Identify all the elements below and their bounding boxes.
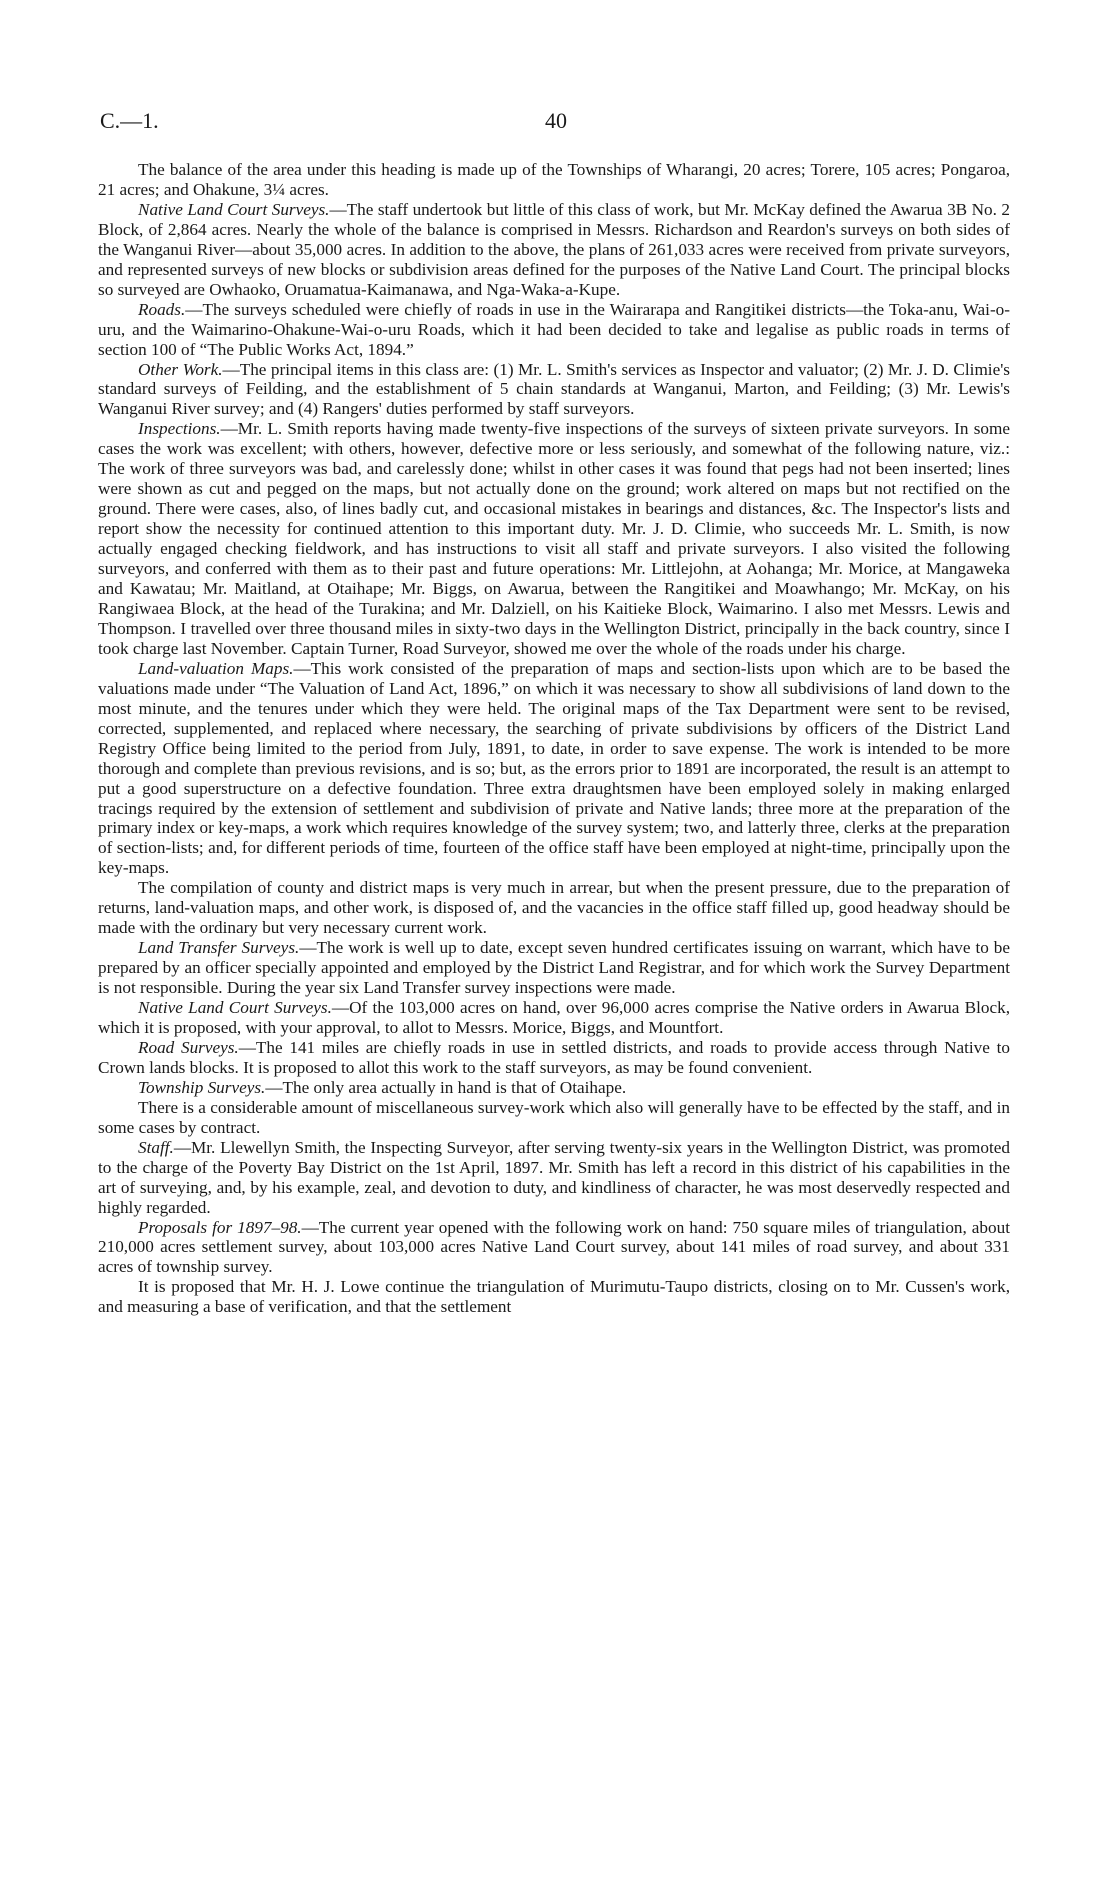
paragraph-land-valuation-maps — [98, 659, 1010, 878]
paragraph-roads — [98, 300, 1010, 360]
paragraph-text: It is proposed that Mr. H. J. Lowe continue the triangulation of Murimutu-Taupo districts, closing on to Mr. Cussen's work, and measuring a base of verification, and that the settlement — [98, 1277, 1010, 1317]
section-heading: Land-valuation Maps. — [138, 658, 294, 678]
paragraph-townships — [98, 160, 1010, 200]
section-heading: Proposals for 1897–98. — [138, 1217, 302, 1237]
section-heading: Township Surveys. — [138, 1077, 266, 1097]
paragraph-land-transfer-surveys — [98, 938, 1010, 998]
paragraph-other-work — [98, 360, 1010, 420]
paragraph-text: —Mr. L. Smith reports having made twenty-five inspections of the surveys of sixteen private surveyors. In some cases the work was excellent; with others, however, defective more or less seriously, and somewhat of the following nature, viz.: The work of three surveyors was bad, and carelessly done; whilst in other cases it was found that pegs had not been inserted; lines were shown as cut and pegged on the maps, but not actually done on the ground; work altered on maps but not rectified on the ground. There were cases, also, of lines badly cut, and occasional mistakes in bearings and distances, &c. The Inspector's lists and report show the necessity for continued attention to this important duty. Mr. J. D. Climie, who succeeds Mr. L. Smith, is now actually engaged checking fieldwork, and has instructions to visit all staff and private surveyors. I also visited the following surveyors, and conferred with them as to their past and future operations: Mr. Littlejohn, at Aohanga; Mr. Morice, at Mangaweka and Kawatau; Mr. Maitland, at Otaihape; Mr. Biggs, on Awarua, between the Rangitikei and Moawhango; Mr. McKay, on his Rangiwaea Block, at the head of the Turakina; and Mr. Dalziell, on his Kaitieke Block, Waimarino. I also met Messrs. Lewis and Thompson. I travelled over three thousand miles in sixty-two days in the Wellington District, principally in the back country, since I took charge last November. Captain Turner, Road Surveyor, showed me over the whole of the roads under his charge. — [98, 419, 1010, 658]
paragraph-inspections — [98, 419, 1010, 658]
paragraph-miscellaneous — [98, 1098, 1010, 1138]
section-heading: Native Land Court Surveys. — [138, 998, 332, 1018]
paragraph-native-land-court-surveys-2 — [98, 998, 1010, 1038]
document-reference: C.—1. — [100, 108, 159, 133]
page-header — [0, 108, 1114, 138]
paragraph-text: There is a considerable amount of miscellaneous survey-work which also will generally have to be effected by the staff, and in some cases by contract. — [98, 1097, 1010, 1137]
paragraph-triangulation-proposal — [98, 1277, 1010, 1317]
paragraph-road-surveys — [98, 1038, 1010, 1078]
section-heading: Road Surveys. — [138, 1037, 239, 1057]
paragraph-staff — [98, 1138, 1010, 1218]
paragraph-text: —Mr. Llewellyn Smith, the Inspecting Surveyor, after serving twenty-six years in the Wellington District, was promoted to the charge of the Poverty Bay District on the 1st April, 1897. Mr. Smith has left a record in this district of his capabilities in the art of surveying, and, by his example, zeal, and devotion to duty, and kindliness of character, he was most deservedly respected and highly regarded. — [98, 1137, 1010, 1217]
paragraph-text: —The staff undertook but little of this class of work, but Mr. McKay defined the Awarua 3B No. 2 Block, of 2,864 acres. Nearly the whole of the balance is comprised in Messrs. Richardson and Reardon's surveys on both sides of the Wanganui River—about 35,000 acres. In addition to the above, the plans of 261,033 acres were received from private surveyors, and represented surveys of new blocks or subdivision areas defined for the purposes of the Native Land Court. The principal blocks so surveyed are Owhaoko, Oruamatua-Kaimanawa, and Nga-Waka-a-Kupe. — [98, 199, 1010, 299]
paragraph-text: —The principal items in this class are: (1) Mr. L. Smith's services as Inspector and valuator; (2) Mr. J. D. Climie's standard surveys of Feilding, and the establishment of 5 chain standards at Wanganui, Marton, and Feilding; (3) Mr. Lewis's Wanganui River survey; and (4) Rangers' duties performed by staff surveyors. — [98, 359, 1010, 419]
paragraph-text: —This work consisted of the preparation of maps and section-lists upon which are to be based the valuations made under “The Valuation of Land Act, 1896,” on which it was necessary to show all subdivisions of land down to the most minute, and the tenures under which they were held. The original maps of the Tax Department were sent to be revised, corrected, supplemented, and replaced where necessary, the searching of private subdivisions by officers of the District Land Registry Office being limited to the period from July, 1891, to date, in order to save expense. The work is intended to be more thorough and complete than previous revisions, and is so; but, as the errors prior to 1891 are incorporated, the result is an attempt to put a good superstructure on a defective foundation. Three extra draughtsmen have been employed solely in making enlarged tracings required by the extension of settlement and subdivision of private and Native lands; three more at the preparation of the primary index or key-maps, a work which requires knowledge of the survey system; two, and latterly three, clerks at the preparation of section-lists; and, for different periods of time, fourteen of the office staff have been employed at night-time, principally upon the key-maps. — [98, 658, 1010, 878]
paragraph-text: The balance of the area under this heading is made up of the Townships of Wharangi, 20 acres; Torere, 105 acres; Pongaroa, 21 acres; and Ohakune, 3¼ acres. — [98, 160, 1010, 199]
paragraph-text: —The surveys scheduled were chiefly of roads in use in the Wairarapa and Rangitikei districts—the Toka-anu, Wai-o-uru, and the Waimarino-Ohakune-Wai-o-uru Roads, which it had been decided to take and legalise as public roads in terms of section 100 of “The Public Works Act, 1894.” — [98, 299, 1010, 359]
page-number: 40 — [545, 108, 567, 133]
section-heading: Staff. — [138, 1137, 174, 1157]
body-text — [98, 160, 1010, 1317]
paragraph-native-land-court-surveys — [98, 200, 1010, 300]
paragraph-township-surveys — [98, 1078, 1010, 1098]
section-heading: Native Land Court Surveys. — [138, 199, 330, 219]
section-heading: Land Transfer Surveys. — [138, 938, 300, 958]
paragraph-text: —The 141 miles are chiefly roads in use in settled districts, and roads to provide access through Native to Crown lands blocks. It is proposed to allot this work to the staff surveyors, as may be found convenient. — [98, 1037, 1010, 1077]
section-heading: Other Work. — [138, 359, 223, 379]
section-heading: Inspections. — [138, 419, 221, 439]
paragraph-text: —The work is well up to date, except seven hundred certificates issuing on warrant, which have to be prepared by an officer specially appointed and employed by the District Land Registrar, and for which work the Survey Department is not responsible. During the year six Land Transfer survey inspections were made. — [98, 938, 1011, 998]
section-heading: Roads. — [138, 299, 186, 319]
paragraph-text: The compilation of county and district maps is very much in arrear, but when the present pressure, due to the preparation of returns, land-valuation maps, and other work, is disposed of, and the vacancies in the office staff filled up, good headway should be made with the ordinary but very necessary current work. — [98, 878, 1010, 938]
paragraph-proposals — [98, 1218, 1010, 1278]
paragraph-text: —Of the 103,000 acres on hand, over 96,000 acres comprise the Native orders in Awarua Block, which it is proposed, with your approval, to allot to Messrs. Morice, Biggs, and Mountfort. — [98, 998, 1010, 1037]
paragraph-text: —The only area actually in hand is that of Otaihape. — [265, 1077, 627, 1097]
paragraph-text: —The current year opened with the following work on hand: 750 square miles of triangulation, about 210,000 acres settlement survey, about 103,000 acres Native Land Court survey, about 141 miles of road survey, and about 331 acres of township survey. — [98, 1217, 1010, 1277]
paragraph-county-maps — [98, 878, 1010, 938]
